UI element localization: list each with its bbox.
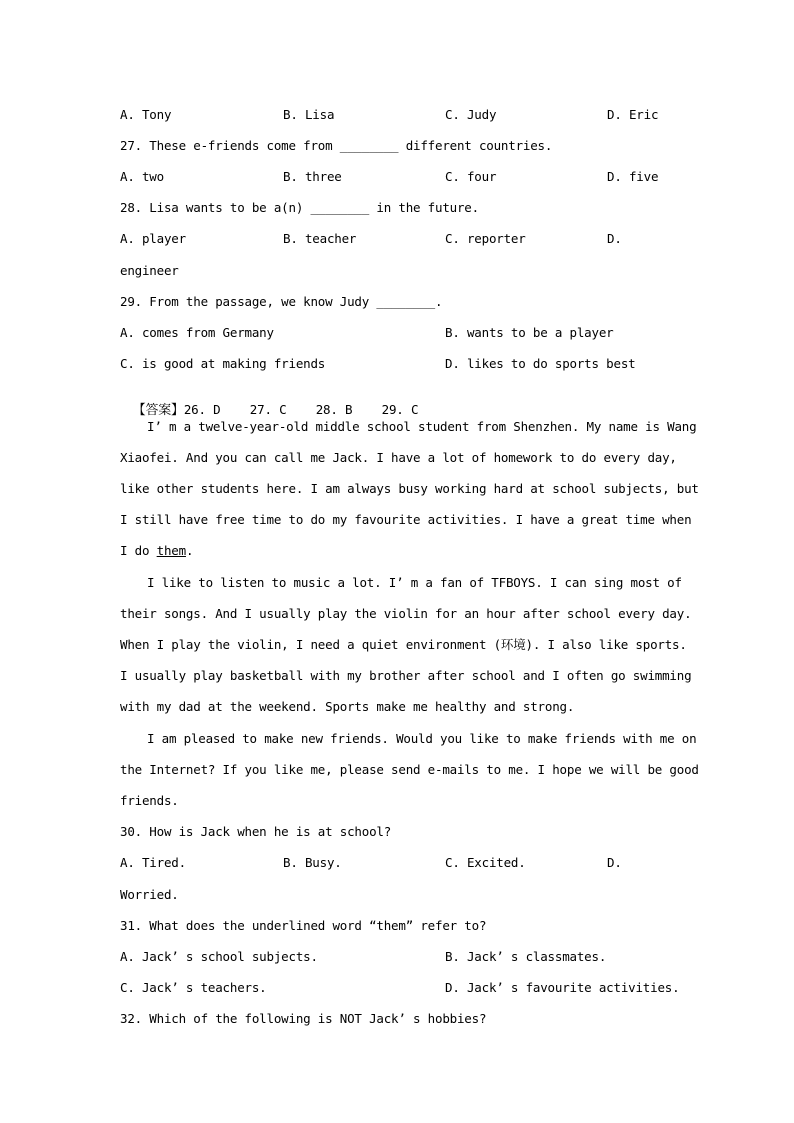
q29-option-a: A. comes from Germany	[120, 325, 274, 340]
q30-stem: 30. How is Jack when he is at school?	[120, 824, 392, 839]
passage-p2-line-5: with my dad at the weekend. Sports make me healthy and strong.	[120, 699, 575, 714]
q30-option-d-wrap: Worried.	[120, 887, 179, 902]
q30-option-a: A. Tired.	[120, 855, 186, 870]
q32-stem: 32. Which of the following is NOT Jack’ s hobbies?	[120, 1011, 487, 1026]
passage-p1-line-1: I’ m a twelve-year-old middle school student from Shenzhen. My name is Wang	[147, 419, 697, 434]
q27-option-d: D. five	[607, 169, 659, 184]
q31-stem: 31. What does the underlined word “them” refer to?	[120, 918, 487, 933]
q28-option-b: B. teacher	[283, 231, 357, 246]
passage-p2-line-4: I usually play basketball with my brother after school and I often go swimming	[120, 668, 692, 683]
passage-p2-line-1: I like to listen to music a lot. I’ m a fan of TFBOYS. I can sing most of	[147, 575, 682, 590]
q27-option-c: C. four	[445, 169, 497, 184]
q30-option-d: D.	[607, 855, 622, 870]
q26-option-d: D. Eric	[607, 107, 659, 122]
passage-p1-line-3: like other students here. I am always busy working hard at school subjects, but	[120, 481, 699, 496]
q29-option-b: B. wants to be a player	[445, 325, 614, 340]
q27-option-a: A. two	[120, 169, 164, 184]
q30-option-b: B. Busy.	[283, 855, 342, 870]
q31-option-d: D. Jack’ s favourite activities.	[445, 980, 680, 995]
q26-option-c: C. Judy	[445, 107, 497, 122]
q26-option-b: B. Lisa	[283, 107, 335, 122]
q28-stem: 28. Lisa wants to be a(n) ________ in the future.	[120, 200, 479, 215]
q26-option-a: A. Tony	[120, 107, 172, 122]
underlined-word: them	[156, 543, 186, 558]
passage-text: .	[185, 543, 194, 558]
passage-p3-line-3: friends.	[120, 793, 179, 808]
q29-option-c: C. is good at making friends	[120, 356, 326, 371]
q28-option-c: C. reporter	[445, 231, 526, 246]
q28-option-d-wrap: engineer	[120, 263, 179, 278]
passage-p3-line-2: the Internet? If you like me, please send e-mails to me. I hope we will be good	[120, 762, 699, 777]
q28-option-a: A. player	[120, 231, 186, 246]
answer-tag: 【答案】	[132, 403, 184, 418]
q30-option-c: C. Excited.	[445, 855, 526, 870]
q29-option-d: D. likes to do sports best	[445, 356, 636, 371]
q28-option-d: D.	[607, 231, 622, 246]
passage-p1-line-2: Xiaofei. And you can call me Jack. I have a lot of homework to do every day,	[120, 450, 677, 465]
q27-stem: 27. These e-friends come from ________ different countries.	[120, 138, 553, 153]
answer-key	[118, 386, 418, 419]
answer-text: 26. D 27. C 28. B 29. C	[183, 402, 419, 417]
passage-p3-line-1: I am pleased to make new friends. Would you like to make friends with me on	[147, 731, 697, 746]
passage-text: I do	[120, 543, 157, 558]
q31-option-c: C. Jack’ s teachers.	[120, 980, 267, 995]
q29-stem: 29. From the passage, we know Judy ________.	[120, 294, 443, 309]
passage-p1-line-5	[120, 543, 193, 559]
passage-p1-line-4: I still have free time to do my favourite activities. I have a great time when	[120, 512, 692, 527]
q31-option-a: A. Jack’ s school subjects.	[120, 949, 318, 964]
q31-option-b: B. Jack’ s classmates.	[445, 949, 607, 964]
passage-p2-line-2: their songs. And I usually play the violin for an hour after school every day.	[120, 606, 692, 621]
q27-option-b: B. three	[283, 169, 342, 184]
passage-p2-line-3: When I play the violin, I need a quiet environment (环境). I also like sports.	[120, 637, 687, 652]
